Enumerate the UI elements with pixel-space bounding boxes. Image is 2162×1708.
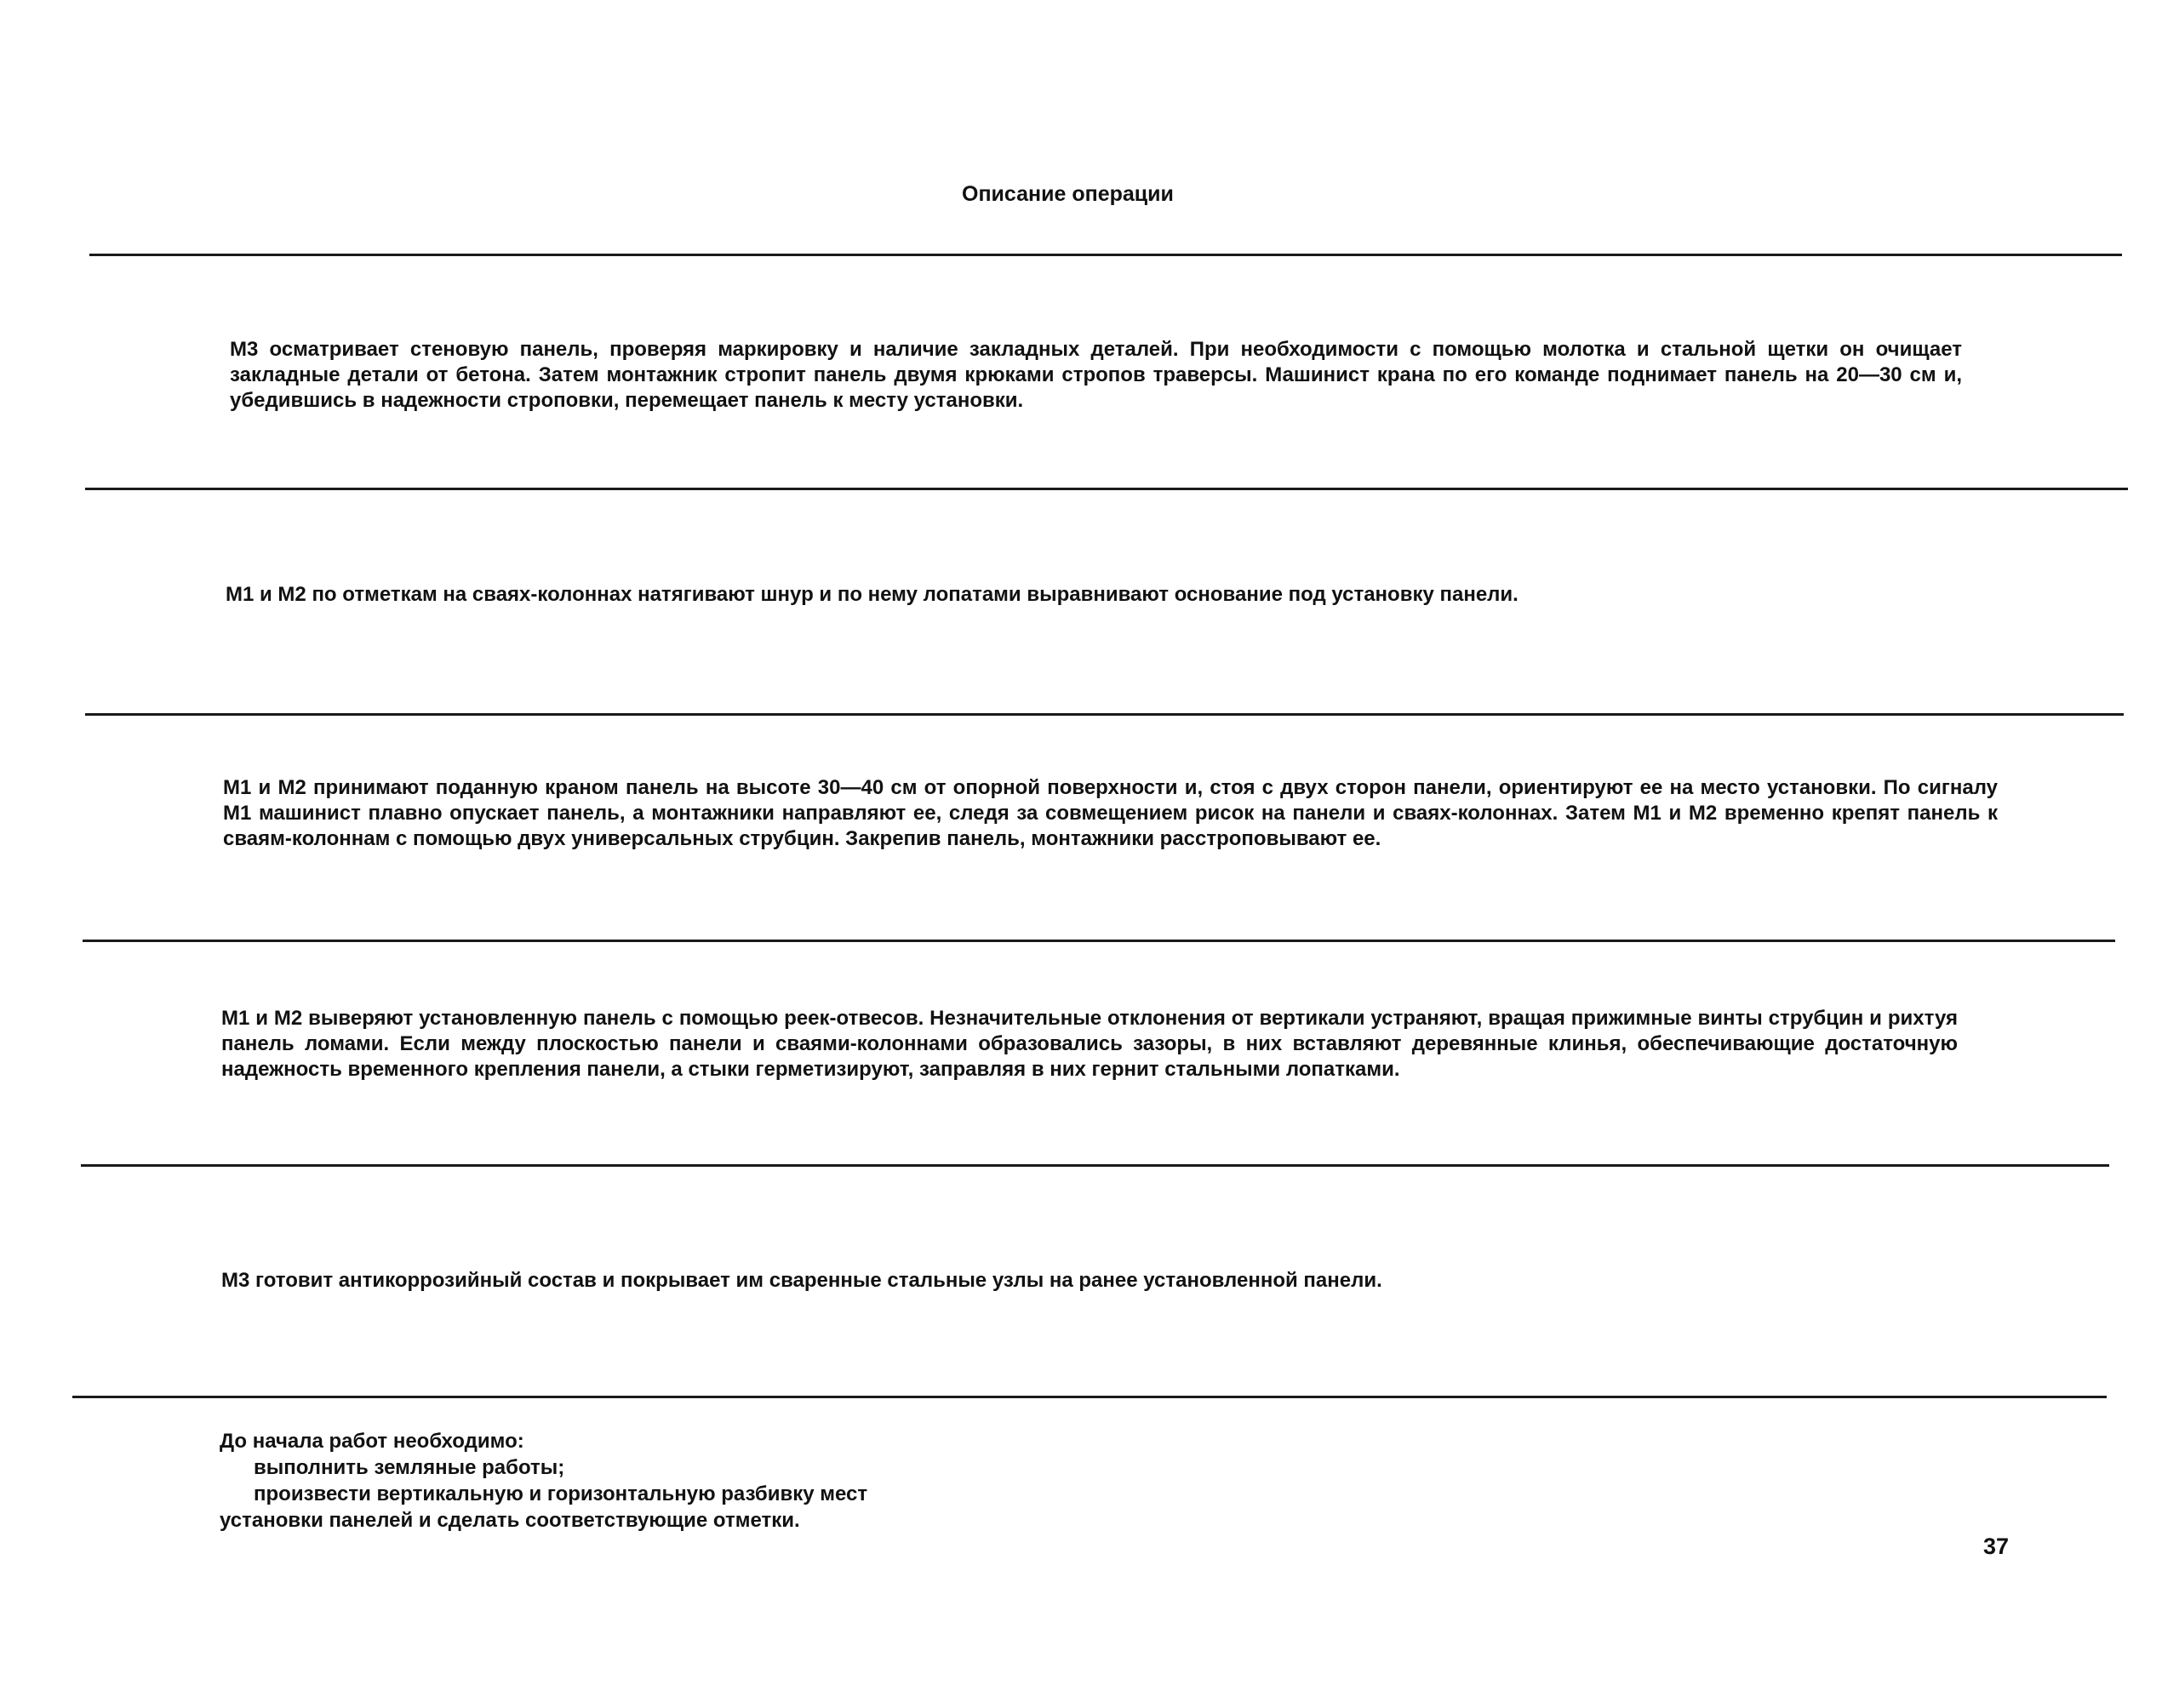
divider [89, 254, 2122, 256]
operation-step-5: М3 готовит антикоррозийный состав и покрывает им сваренные стальные узлы на ранее установленной панели. [221, 1269, 1382, 1292]
prerequisite-item: произвести вертикальную и горизонтальную разбивку мест [254, 1482, 868, 1505]
divider [72, 1396, 2107, 1398]
operation-step-2: М1 и М2 по отметкам на сваях-колоннах натягивают шнур и по нему лопатами выравнивают основание под установку панели. [226, 583, 1519, 606]
prerequisites-section [220, 1428, 1054, 1534]
prerequisite-continuation: установки панелей и сделать соответствующие отметки. [220, 1509, 800, 1532]
operation-step-4: М1 и М2 выверяют установленную панель с помощью реек-отвесов. Незначительные отклонения от вертикали устраняют, вращая прижимные винты струбцин и рихтуя панель ломами. Если между плоскостью панели и сваями-колоннами образовались зазоры, в них вставляют деревянные клинья, обеспечивающие достаточную надежность временного крепления панели, а стыки герметизируют, заправляя в них гернит стальными лопатками. [221, 1007, 1958, 1081]
operation-step-1: М3 осматривает стеновую панель, проверяя маркировку и наличие закладных деталей. При необходимости с помощью молотка и стальной щетки он очищает закладные детали от бетона. Затем монтажник стропит панель двумя крюками стропов траверсы. Машинист крана по его команде поднимает панель на 20—30 см и, убедившись в надежности строповки, перемещает панель к месту установки. [230, 338, 1962, 412]
operation-step-3: М1 и М2 принимают поданную краном панель на высоте 30—40 см от опорной поверхности и, стоя с двух сторон панели, ориентируют ее на место установки. По сигналу М1 машинист плавно опускает панель, а монтажники направляют ее, следя за совмещением рисок на панели и сваях-колоннах. Затем М1 и М2 временно крепят панель к сваям-колоннам с помощью двух универсальных струбцин. Закрепив панель, монтажники расстроповывают ее. [223, 776, 1998, 850]
page-title: Описание операции [962, 182, 1174, 206]
prerequisite-item: выполнить земляные работы; [254, 1456, 565, 1479]
divider [85, 488, 2128, 490]
divider [81, 1164, 2109, 1167]
divider [83, 940, 2115, 942]
prerequisites-heading: До начала работ необходимо: [220, 1430, 524, 1453]
page-number: 37 [1983, 1534, 2010, 1559]
divider [85, 713, 2124, 716]
